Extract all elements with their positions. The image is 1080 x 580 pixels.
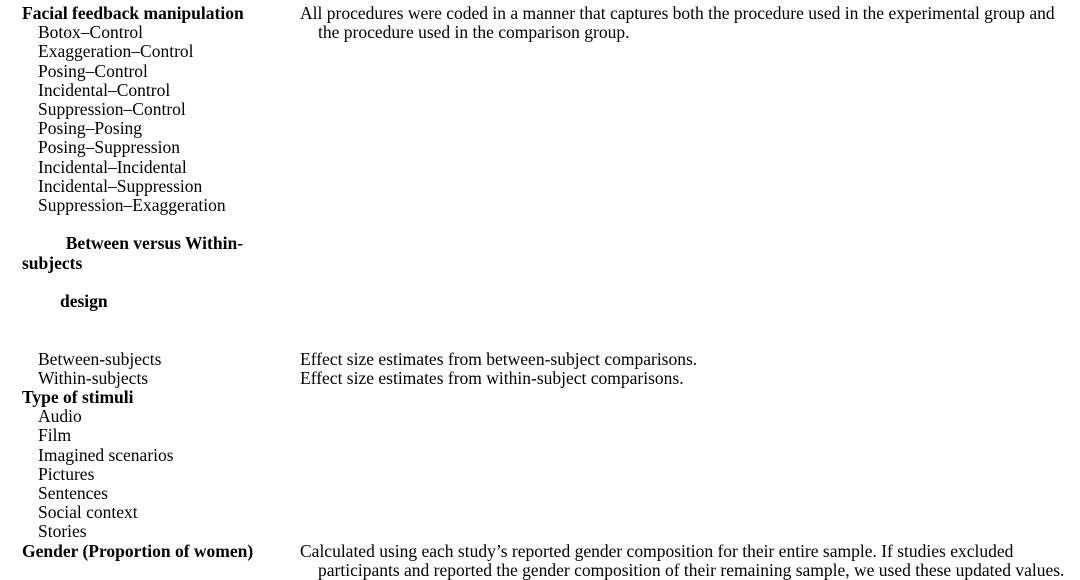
table-row bbox=[0, 350, 1080, 369]
list-item: Imagined scenarios bbox=[38, 444, 174, 465]
coding-scheme-table bbox=[0, 4, 1080, 580]
table-row bbox=[0, 542, 1080, 580]
list-item: Within-subjects bbox=[38, 367, 149, 388]
table-row bbox=[0, 4, 1080, 23]
list-item: Posing–Control bbox=[38, 60, 148, 81]
list-item: Incidental–Control bbox=[38, 79, 171, 100]
table-row bbox=[0, 215, 1080, 349]
list-item: Between-subjects bbox=[38, 348, 162, 369]
section-header-line2: design bbox=[60, 291, 108, 312]
section-description-cell bbox=[300, 4, 1080, 215]
list-item: Incidental–Incidental bbox=[38, 156, 187, 177]
spacer bbox=[300, 388, 1080, 542]
list-item: Exaggeration–Control bbox=[38, 41, 194, 62]
section-header: Type of stimuli bbox=[22, 387, 134, 408]
list-item: Film bbox=[38, 425, 72, 446]
list-item: Stories bbox=[38, 521, 87, 542]
table-row bbox=[0, 369, 1080, 388]
item-description bbox=[300, 369, 1080, 388]
list-item: Incidental–Suppression bbox=[38, 175, 203, 196]
item-description-text: Effect size estimates from between-subject comparisons. bbox=[300, 348, 698, 369]
item-description-text: Effect size estimates from within-subject comparisons. bbox=[300, 367, 684, 388]
list-item: Audio bbox=[38, 406, 82, 427]
section-description: All procedures were coded in a manner that captures both the procedure used in the experimental group and the procedure used in the comparison group. bbox=[300, 3, 1055, 43]
list-item: Posing–Posing bbox=[38, 118, 143, 139]
list-item: Suppression–Control bbox=[38, 99, 186, 120]
list-item: Botox–Control bbox=[38, 22, 144, 43]
list-item: Posing–Suppression bbox=[38, 137, 180, 158]
section-description-cell bbox=[300, 542, 1080, 580]
list-item: Pictures bbox=[38, 463, 95, 484]
table-row bbox=[0, 388, 1080, 407]
list-item: Sentences bbox=[38, 483, 108, 504]
section-description: Calculated using each study’s reported gender composition for their entire sample. If studies excluded participants and reported the gender composition of their remaining sample, we used these updated values. bbox=[300, 540, 1065, 580]
section-header-line1: Between versus Within-subjects bbox=[22, 233, 244, 273]
section-header: Facial feedback manipulation bbox=[22, 3, 244, 23]
list-item: Social context bbox=[38, 502, 138, 523]
item-description bbox=[300, 350, 1080, 369]
list-item: Suppression–Exaggeration bbox=[38, 195, 226, 216]
section-header bbox=[0, 215, 300, 349]
section-header: Gender (Proportion of women) bbox=[22, 540, 254, 561]
spacer bbox=[300, 215, 1080, 349]
